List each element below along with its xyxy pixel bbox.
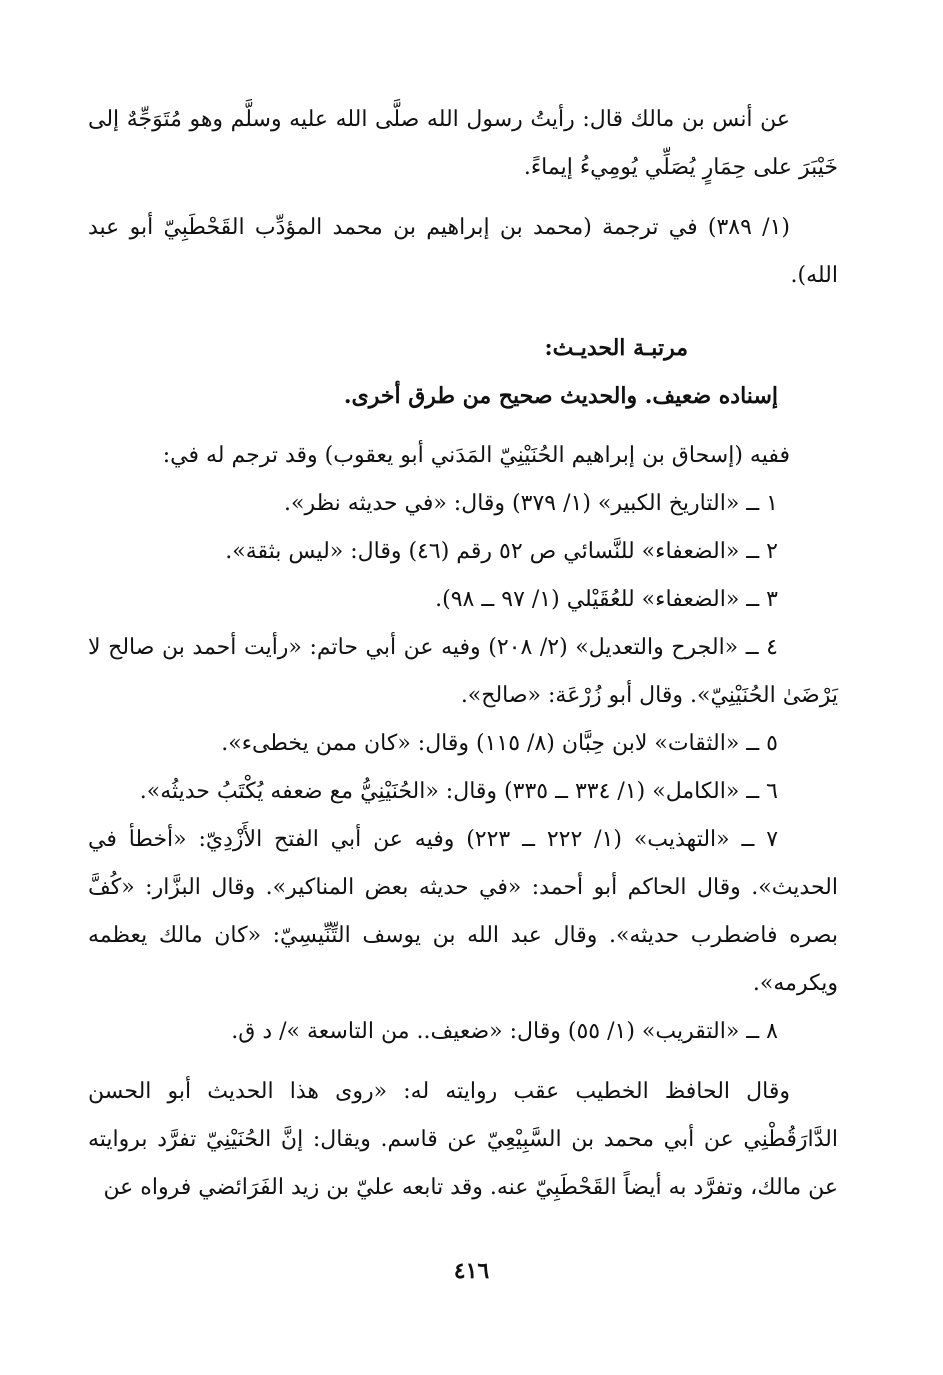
source-item-4: ٤ ــ «الجرح والتعديل» (٢/ ٢٠٨) وفيه عن أبي حاتم: «رأيت أحمد بن صالح لا يَرْضَىٰ الحُنَيْنِيّ». وقال أبو زُرْعَة: «صالح». [88, 635, 838, 708]
closing-paragraph: وقال الحافظ الخطيب عقب روايته له: «روى هذا الحديث أبو الحسن الدَّارَقُطْنِي عن أبي محمد بن السَّبِيْعِيّ عن قاسم. ويقال: إنَّ الحُنَيْنِيّ تفرَّد بروايته عن مالك، وتفرَّد به أيضاً القَحْطَبِيّ عنه. وقد تابعه عليّ بن زيد الفَرَائضي فرواه عن [88, 1079, 838, 1200]
page-body [88, 96, 838, 1212]
hadith-text: عن أنس بن مالك قال: رأيتُ رسول الله صلَّى الله عليه وسلَّم وهو مُتَوَجِّهٌ إلى خَيْبَرَ على حِمَارٍ يُصَلِّي يُومِيءُ إيماءً. [88, 107, 838, 180]
narrator-intro: ففيه (إسحاق بن إبراهيم الحُنَيْنِيّ المَدَني أبو يعقوب) وقد ترجم له في: [162, 443, 790, 468]
source-item-1: ١ ــ «التاريخ الكبير» (١/ ٣٧٩) وقال: «في حديثه نظر». [284, 491, 778, 516]
verdict-text: إسناده ضعيف. والحديث صحيح من طرق أخرى. [343, 383, 778, 409]
source-item-7: ٧ ــ «التهذيب» (١/ ٢٢٢ ــ ٢٢٣) وفيه عن أبي الفتح الأَزْدِيّ: «أخطأ في الحديث». وقال الحاكم أبو أحمد: «في حديثه بعض المناكير». وقال البزَّار: «كُفَّ بصره فاضطرب حديثه». وقال عبد الله بن يوسف التِّنِّيسِيّ: «كان مالك يعظمه ويكرمه». [88, 827, 838, 996]
reference-note: (١/ ٣٨٩) في ترجمة (محمد بن إبراهيم بن محمد المؤدِّب القَحْطَبِيّ أبو عبد الله). [88, 215, 838, 288]
source-item-2: ٢ ــ «الضعفاء» للنَّسائي ص ٥٢ رقم (٤٦) وقال: «ليس بثقة». [225, 539, 778, 564]
page-number: ٤١٦ [453, 1258, 490, 1284]
source-item-6: ٦ ــ «الكامل» (١/ ٣٣٤ ــ ٣٣٥) وقال: «الحُنَيْنِيُّ مع ضعفه يُكْتَبُ حديثُه». [139, 779, 778, 804]
source-item-5: ٥ ــ «الثقات» لابن حِبَّان (٨/ ١١٥) وقال: «كان ممن يخطىء». [221, 731, 778, 756]
source-item-8: ٨ ــ «التقريب» (١/ ٥٥) وقال: «ضعيف.. من التاسعة »/ د ق. [231, 1019, 778, 1044]
section-heading: مرتبـة الحديـث: [544, 335, 688, 361]
source-item-3: ٣ ــ «الضعفاء» للعُقَيْلي (١/ ٩٧ ــ ٩٨). [435, 587, 778, 612]
